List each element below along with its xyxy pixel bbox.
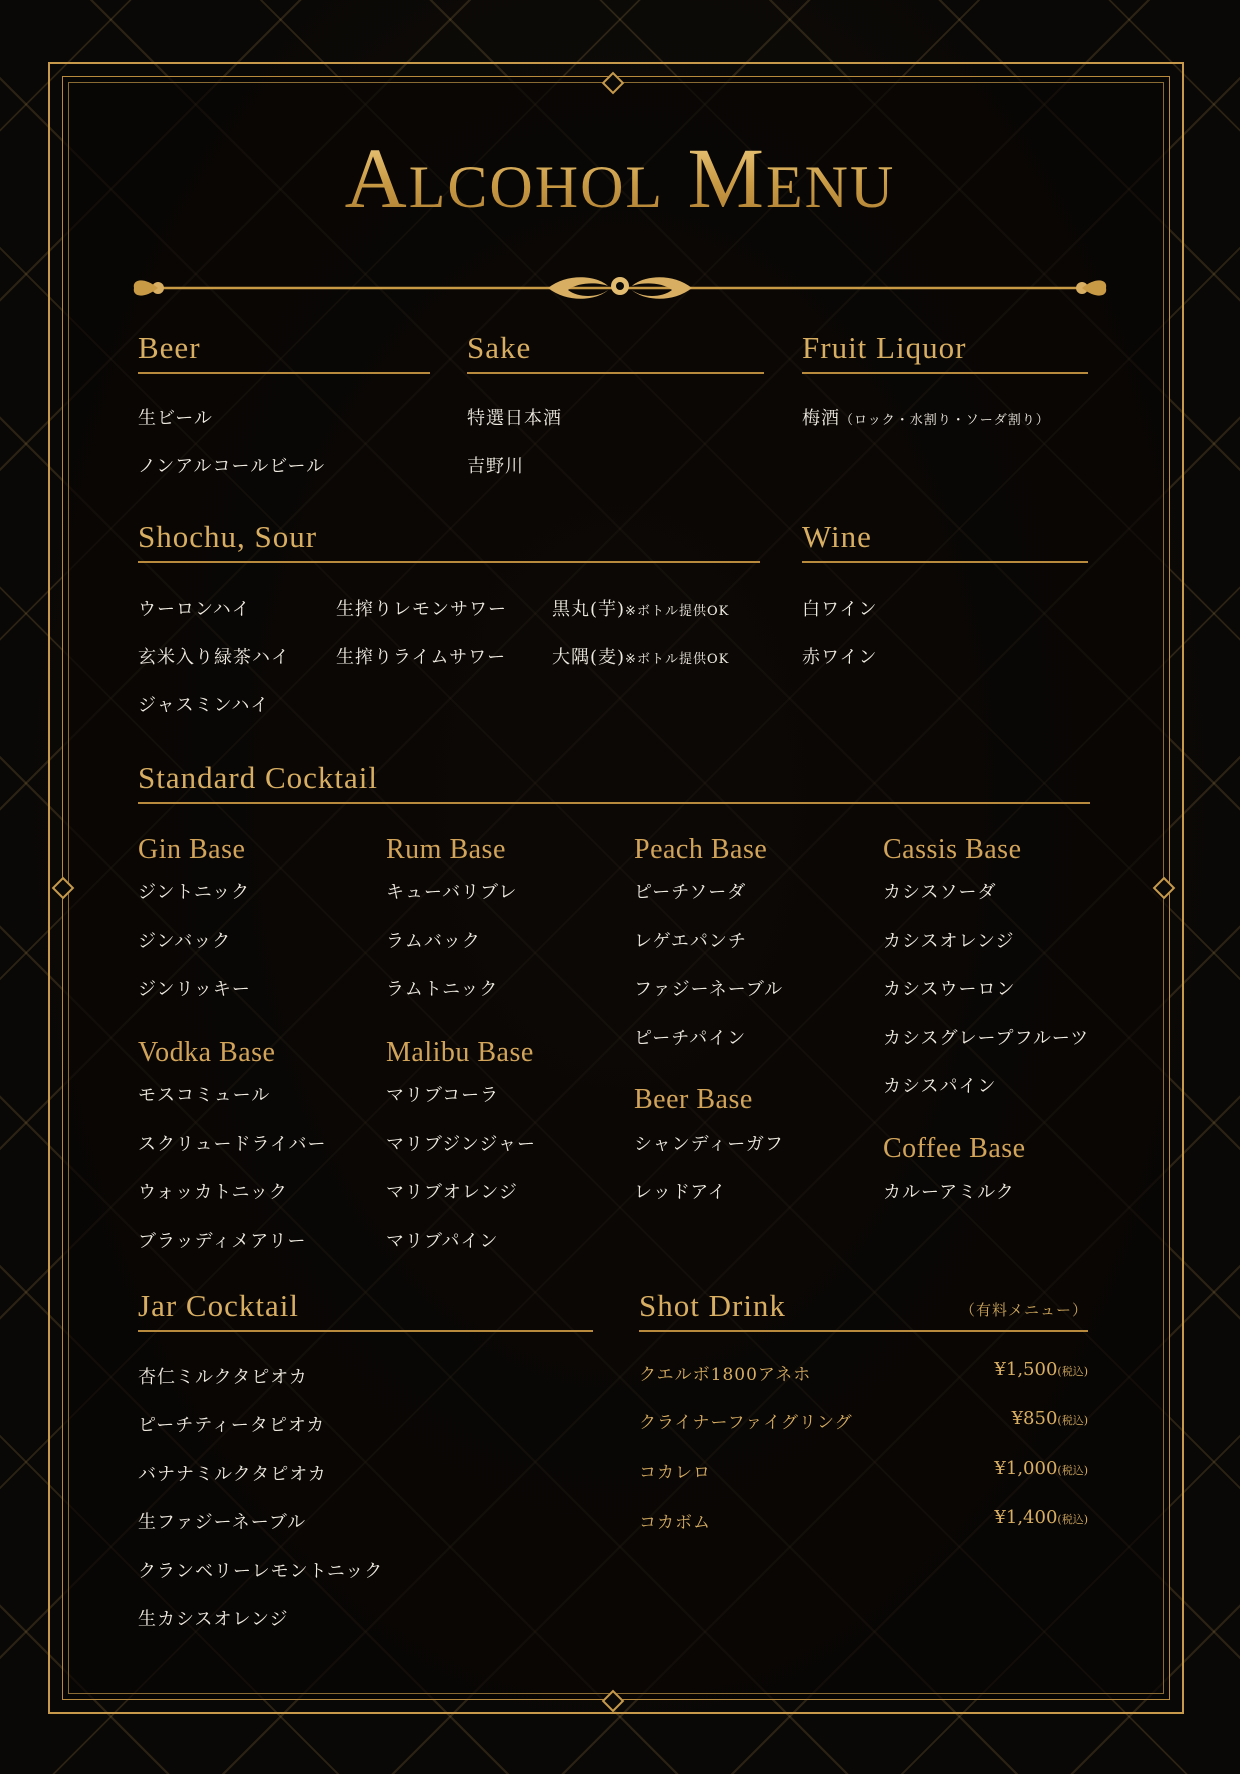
sake-item: 吉野川 bbox=[467, 456, 524, 477]
beer-heading: Beer bbox=[138, 330, 430, 374]
cocktail-item: マリブパイン bbox=[386, 1231, 499, 1252]
cocktail-item: ピーチソーダ bbox=[634, 882, 747, 903]
cocktail-item: ピーチパイン bbox=[634, 1028, 747, 1049]
cocktail-item: ファジーネーブル bbox=[634, 979, 784, 1000]
flourish-divider-icon bbox=[128, 268, 1112, 308]
shochu-heading: Shochu, Sour bbox=[138, 519, 760, 563]
vodka-base-heading: Vodka Base bbox=[138, 1037, 276, 1068]
shot-drink-heading: Shot Drink （有料メニュー） bbox=[639, 1288, 1088, 1332]
cocktail-item: マリブジンジャー bbox=[386, 1134, 537, 1155]
beer-item: ノンアルコールビール bbox=[138, 456, 326, 477]
shot-name: コカボム bbox=[639, 1513, 711, 1533]
cocktail-item: カシスオレンジ bbox=[883, 931, 1015, 952]
shochu-item: ジャスミンハイ bbox=[138, 695, 270, 716]
paid-menu-note: （有料メニュー） bbox=[959, 1301, 1088, 1319]
cocktail-item: マリブコーラ bbox=[386, 1085, 500, 1106]
cocktail-item: カシスソーダ bbox=[883, 882, 997, 903]
cocktail-item: カシスパイン bbox=[883, 1076, 997, 1097]
fruit-liquor-heading: Fruit Liquor bbox=[802, 330, 1088, 374]
coffee-base-heading: Coffee Base bbox=[883, 1133, 1026, 1164]
cocktail-item: カシスグレープフルーツ bbox=[883, 1028, 1090, 1049]
peach-base-heading: Peach Base bbox=[634, 834, 768, 865]
cocktail-item: レッドアイ bbox=[634, 1182, 727, 1203]
jar-item: 生カシスオレンジ bbox=[138, 1609, 289, 1630]
cocktail-item: ブラッディメアリー bbox=[138, 1231, 307, 1252]
beer-item: 生ビール bbox=[138, 408, 213, 429]
cocktail-item: ラムトニック bbox=[386, 979, 499, 1000]
sour-item: 生搾りレモンサワー bbox=[336, 599, 507, 620]
cocktail-item: ウォッカトニック bbox=[138, 1182, 288, 1203]
sake-heading: Sake bbox=[467, 330, 764, 374]
shot-price: ¥1,400(税込) bbox=[994, 1507, 1088, 1528]
jar-cocktail-heading: Jar Cocktail bbox=[138, 1288, 593, 1332]
jar-item: バナナミルクタピオカ bbox=[138, 1464, 327, 1485]
cocktail-item: カシスウーロン bbox=[883, 979, 1016, 1000]
jar-item: ピーチティータピオカ bbox=[138, 1415, 326, 1436]
page-title: Alcohol Menu bbox=[0, 128, 1240, 228]
shot-price: ¥1,000(税込) bbox=[994, 1458, 1088, 1479]
shot-name: コカレロ bbox=[639, 1463, 711, 1483]
jar-item: クランベリーレモントニック bbox=[138, 1561, 384, 1582]
sake-item: 特選日本酒 bbox=[467, 408, 562, 429]
standard-cocktail-heading: Standard Cocktail bbox=[138, 760, 1090, 804]
jar-item: 生ファジーネーブル bbox=[138, 1512, 307, 1533]
fruit-liquor-item: 梅酒（ロック・水割り・ソーダ割り） bbox=[802, 408, 1050, 429]
cocktail-item: カルーアミルク bbox=[883, 1182, 1015, 1203]
shot-price: ¥1,500(税込) bbox=[994, 1359, 1088, 1380]
shochu-item: ウーロンハイ bbox=[138, 599, 251, 620]
jar-item: 杏仁ミルクタピオカ bbox=[138, 1367, 308, 1388]
cocktail-item: ジンリッキー bbox=[138, 979, 251, 1000]
cocktail-item: レゲエパンチ bbox=[634, 931, 747, 952]
malibu-base-heading: Malibu Base bbox=[386, 1037, 534, 1068]
cocktail-item: ジントニック bbox=[138, 882, 251, 903]
cocktail-item: キューバリブレ bbox=[386, 882, 518, 903]
shot-price: ¥850(税込) bbox=[1011, 1408, 1088, 1429]
wine-item: 白ワイン bbox=[802, 599, 878, 620]
rum-base-heading: Rum Base bbox=[386, 834, 506, 865]
beer-base-heading: Beer Base bbox=[634, 1084, 753, 1115]
gin-base-heading: Gin Base bbox=[138, 834, 246, 865]
shochu-bottle-item: 大隅(麦)※ボトル提供OK bbox=[552, 647, 730, 668]
shot-name: クライナーファイグリング bbox=[639, 1413, 853, 1433]
wine-item: 赤ワイン bbox=[802, 647, 878, 668]
sour-item: 生搾りライムサワー bbox=[336, 647, 507, 668]
cocktail-item: ジンバック bbox=[138, 931, 232, 952]
cocktail-item: ラムバック bbox=[386, 931, 481, 952]
wine-heading: Wine bbox=[802, 519, 1088, 563]
cassis-base-heading: Cassis Base bbox=[883, 834, 1022, 865]
cocktail-item: シャンディーガフ bbox=[634, 1134, 784, 1155]
cocktail-item: スクリュードライバー bbox=[138, 1134, 327, 1155]
cocktail-item: モスコミュール bbox=[138, 1085, 271, 1106]
shot-name: クエルボ1800アネホ bbox=[639, 1365, 812, 1385]
shochu-item: 玄米入り緑茶ハイ bbox=[138, 647, 290, 668]
cocktail-item: マリブオレンジ bbox=[386, 1182, 518, 1203]
shochu-bottle-item: 黒丸(芋)※ボトル提供OK bbox=[552, 599, 730, 620]
